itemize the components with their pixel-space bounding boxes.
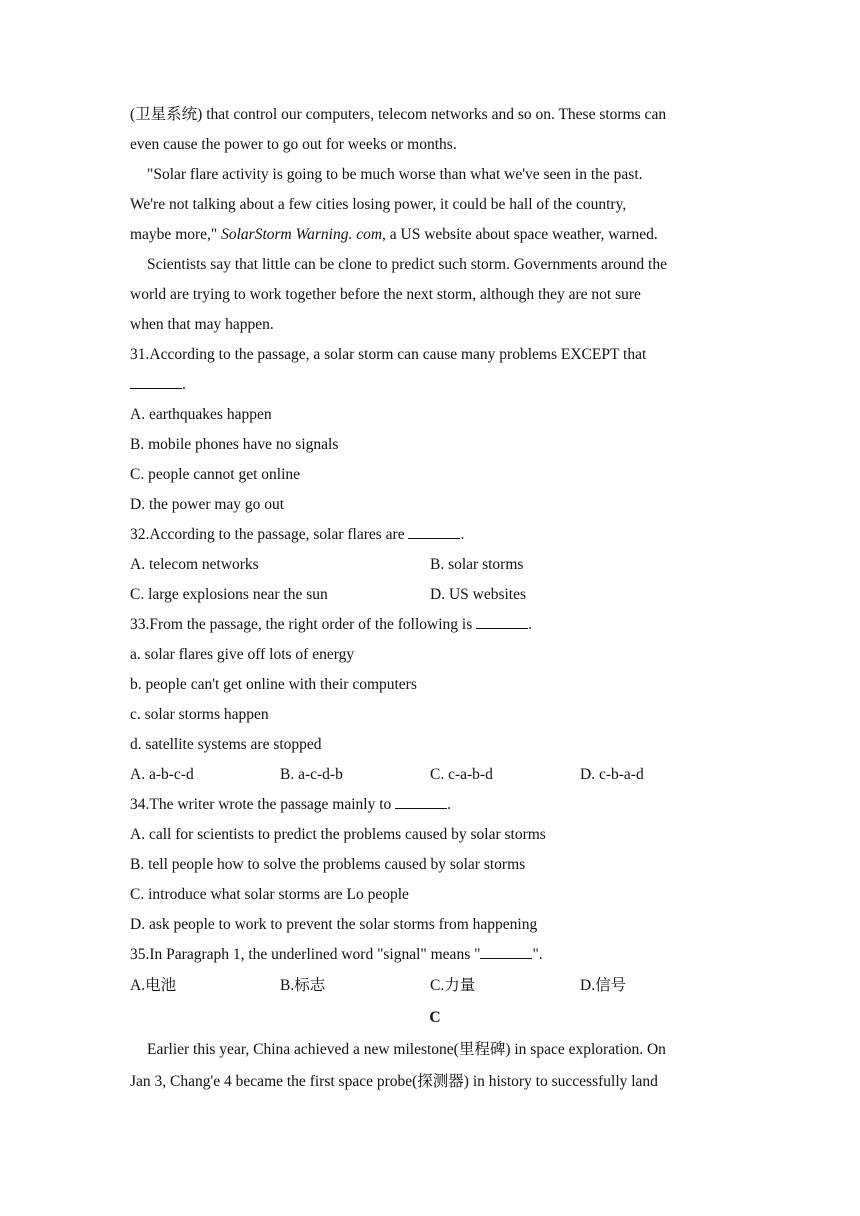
question-33-item-a: a. solar flares give off lots of energy (130, 646, 355, 663)
passage-b-line (130, 220, 740, 250)
document-page (130, 100, 740, 1098)
passage-b-line: "Solar flare activity is going to be much worse than what we've seen in the past. (147, 166, 643, 183)
question-31-stem: 31.According to the passage, a solar storm can cause many problems EXCEPT that (130, 346, 647, 363)
answer-blank (395, 792, 447, 809)
stem-text: 34.The writer wrote the passage mainly to (130, 796, 396, 813)
question-31-option-c: C. people cannot get online (130, 466, 301, 483)
stem-end: . (447, 796, 452, 813)
stem-text: 32.According to the passage, solar flares are (130, 526, 409, 543)
question-35-option-a: A.电池 (130, 977, 177, 994)
question-33-option-c: C. c-a-b-d (430, 766, 493, 783)
question-32-option-c: C. large explosions near the sun (130, 586, 328, 603)
stem-text: 35.In Paragraph 1, the underlined word "signal" means " (130, 946, 481, 963)
question-32-options-row (130, 550, 740, 580)
question-33-item-b: b. people can't get online with their computers (130, 676, 417, 693)
question-35-option-b: B.标志 (280, 977, 326, 994)
question-35-option-c: C.力量 (430, 977, 476, 994)
question-34-stem (130, 790, 740, 820)
answer-blank (480, 942, 532, 959)
question-33-options-row (130, 760, 740, 790)
question-32-options-row (130, 580, 740, 610)
question-33-item-c: c. solar storms happen (130, 706, 269, 723)
question-33-item-d: d. satellite systems are stopped (130, 736, 322, 753)
passage-c-line: Jan 3, Chang'e 4 became the first space probe(探测器) in history to successfully land (130, 1073, 658, 1090)
passage-text: maybe more," (130, 226, 222, 243)
question-32-option-a: A. telecom networks (130, 556, 259, 573)
question-32-option-d: D. US websites (430, 586, 527, 603)
passage-c-heading: C (429, 1009, 441, 1026)
answer-blank (408, 522, 460, 539)
passage-text: , a US website about space weather, warned. (382, 226, 658, 243)
stem-end: ". (532, 946, 543, 963)
question-31-option-a: A. earthquakes happen (130, 406, 272, 423)
stem-end: . (528, 616, 532, 633)
stem-end: . (182, 376, 186, 393)
passage-b-line: world are trying to work together before the next storm, although they are not sure (130, 286, 641, 303)
question-31-stem (130, 370, 740, 400)
passage-b-line: when that may happen. (130, 316, 274, 333)
question-34-option-b: B. tell people how to solve the problems caused by solar storms (130, 856, 526, 873)
stem-text: 33.From the passage, the right order of the following is (130, 616, 477, 633)
question-31-option-d: D. the power may go out (130, 496, 285, 513)
question-33-option-a: A. a-b-c-d (130, 766, 194, 783)
answer-blank (130, 372, 182, 389)
question-34-option-d: D. ask people to work to prevent the solar storms from happening (130, 916, 538, 933)
question-33-option-b: B. a-c-d-b (280, 766, 343, 783)
passage-b-line: Scientists say that little can be clone to predict such storm. Governments around the (147, 256, 667, 273)
question-32-option-b: B. solar storms (430, 556, 524, 573)
question-32-stem (130, 520, 740, 550)
question-35-option-d: D.信号 (580, 977, 627, 994)
question-33-option-d: D. c-b-a-d (580, 766, 644, 783)
question-34-option-a: A. call for scientists to predict the problems caused by solar storms (130, 826, 546, 843)
question-34-option-c: C. introduce what solar storms are Lo people (130, 886, 409, 903)
passage-b-line: We're not talking about a few cities losing power, it could be hall of the country, (130, 196, 627, 213)
question-35-options-row (130, 970, 740, 1002)
stem-end: . (460, 526, 465, 543)
website-name: SolarStorm Warning. com (221, 226, 383, 243)
question-35-stem (130, 940, 740, 970)
passage-c-line: Earlier this year, China achieved a new milestone(里程碑) in space exploration. On (147, 1041, 666, 1058)
answer-blank (476, 612, 528, 629)
question-33-stem (130, 610, 740, 640)
question-31-option-b: B. mobile phones have no signals (130, 436, 339, 453)
passage-b-line: (卫星系统) that control our computers, telecom networks and so on. These storms can (130, 106, 667, 123)
passage-b-line: even cause the power to go out for weeks or months. (130, 136, 457, 153)
